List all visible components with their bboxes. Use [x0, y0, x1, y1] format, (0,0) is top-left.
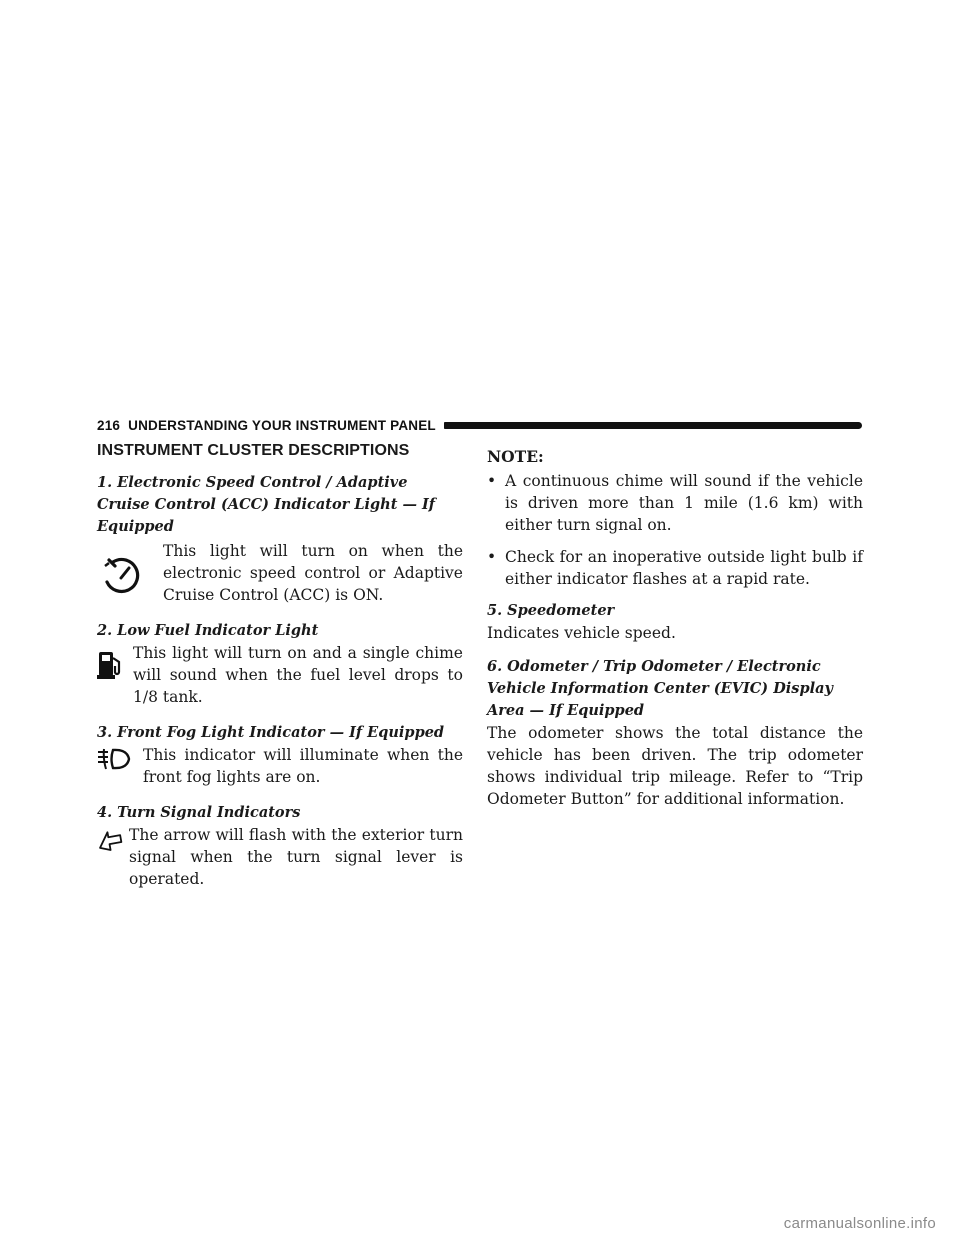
item-text: The odometer shows the total distance the vehicle has been driven. The trip odometer shows individual trip mileage. Refer to “Trip Odometer Button” for additional information.	[487, 724, 863, 808]
section-title: INSTRUMENT CLUSTER DESCRIPTIONS	[97, 442, 410, 459]
item-low-fuel	[97, 620, 463, 708]
item-speedometer	[487, 600, 863, 644]
fuel-pump-icon	[97, 642, 133, 680]
item-title: 5. Speedometer	[487, 602, 615, 619]
running-title: UNDERSTANDING YOUR INSTRUMENT PANEL	[128, 417, 436, 433]
watermark: carmanualsonline.info	[783, 1215, 936, 1232]
item-text: This light will turn on when the electronic speed control or Adaptive Cruise Control (ACC) is ON.	[163, 542, 463, 604]
speedometer-icon	[97, 540, 163, 594]
bullet-text: A continuous chime will sound if the vehicle is driven more than 1 mile (1.6 km) with either turn signal on.	[505, 472, 863, 534]
item-text: This indicator will illuminate when the front fog lights are on.	[143, 746, 463, 786]
item-title: 3. Front Fog Light Indicator — If Equipped	[97, 724, 445, 741]
bullet-text: Check for an inoperative outside light bulb if either indicator flashes at a rapid rate.	[505, 548, 863, 588]
note-bullet	[487, 470, 863, 536]
bullet-icon: •	[487, 548, 497, 566]
item-text: Indicates vehicle speed.	[487, 624, 676, 642]
item-speed-control	[97, 472, 463, 606]
note-bullet	[487, 546, 863, 590]
item-title: 1. Electronic Speed Control / Adaptive Cruise Control (ACC) Indicator Light — If Equipped	[97, 474, 436, 535]
item-title: 6. Odometer / Trip Odometer / Electronic Vehicle Information Center (EVIC) Display Area — If Equipped	[487, 658, 833, 719]
item-text: The arrow will flash with the exterior turn signal when the turn signal lever is operated.	[129, 826, 463, 888]
bullet-icon: •	[487, 472, 497, 490]
running-header	[97, 416, 862, 434]
page-number: 216	[97, 417, 121, 433]
item-text: This light will turn on and a single chime will sound when the fuel level drops to 1/8 tank.	[133, 644, 463, 706]
item-fog-light	[97, 722, 463, 788]
item-title: 2. Low Fuel Indicator Light	[97, 622, 319, 639]
right-column	[487, 438, 863, 822]
note-title: NOTE:	[487, 447, 544, 466]
fog-light-icon	[97, 744, 143, 771]
turn-arrow-icon	[97, 824, 129, 852]
item-title: 4. Turn Signal Indicators	[97, 804, 301, 821]
header-rule	[444, 422, 862, 429]
item-turn-signal	[97, 802, 463, 890]
left-column	[97, 438, 463, 904]
item-odometer	[487, 656, 863, 810]
